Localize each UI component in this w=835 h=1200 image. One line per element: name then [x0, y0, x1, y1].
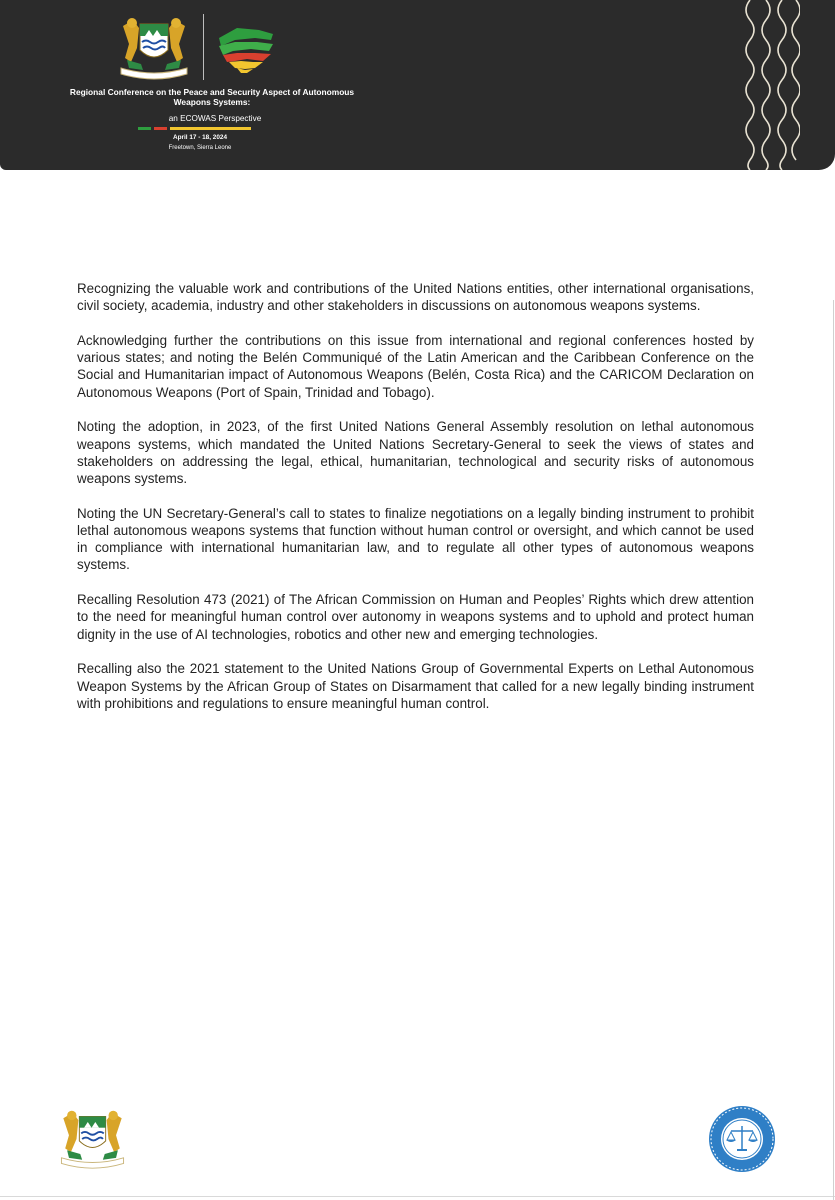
page-bottom-edge — [0, 1196, 835, 1197]
sierra-leone-coat-of-arms-icon — [115, 14, 193, 82]
header-banner — [0, 0, 835, 170]
paragraph-noting-call: Noting the UN Secretary-General’s call to states to finalize negotiations on a legally binding instrument to prohibit lethal autonomous weapons systems that function without human control or oversight, and which cannot be used in compliance with international humanitarian law, and to regulate all other types of autonomous weapons systems. — [77, 505, 754, 573]
conference-title: Regional Conference on the Peace and Security Aspect of Autonomous Weapons Systems: — [69, 87, 355, 107]
paragraph-acknowledging: Acknowledging further the contributions on this issue from international and regional conferences hosted by various states; and noting the Belén Communiqué of the Latin American and the Caribbean Conference on the Social and Humanitarian impact of Autonomous Weapons (Belén, Costa Rica) and the CARICOM Declaration on Autonomous Weapons (Port of Spain, Trinidad and Tobago). — [77, 333, 754, 400]
yellow-accent-bar — [170, 127, 251, 130]
paragraph-recalling-resolution: Recalling Resolution 473 (2021) of The African Commission on Human and Peoples’ Rights which drew attention to the need for meaningful human control over autonomy in weapons systems and to uphold and protect human dignity in the use of AI technologies, robotics and other new and emerging technologies. — [77, 592, 754, 642]
ecowas-map-logo-icon — [215, 24, 275, 74]
red-accent-bar — [154, 127, 167, 130]
document-body — [77, 280, 754, 730]
conference-subtitle: an ECOWAS Perspective — [168, 114, 262, 123]
paragraph-noting-adoption: Noting the adoption, in 2023, of the first United Nations General Assembly resolution on lethal autonomous weapons systems, which mandated the United Nations Secretary-General to seek the views of states and stakeholders on addressing the legal, ethical, humanitarian, technological and security risks of autonomous weapons systems. — [77, 419, 754, 487]
sierra-leone-coat-of-arms-icon — [55, 1107, 130, 1171]
conference-date: April 17 - 18, 2024 — [173, 134, 227, 141]
page-right-edge — [833, 300, 834, 1200]
paragraph-recognizing: Recognizing the valuable work and contributions of the United Nations entities, other international organisations, civil society, academia, industry and other stakeholders in discussions on autonomous weapons systems. — [77, 281, 754, 314]
accountability-rule-of-law-seal-icon — [707, 1104, 777, 1174]
green-accent-bar — [138, 127, 151, 130]
decorative-pattern-icon — [740, 0, 800, 170]
paragraph-recalling-statement: Recalling also the 2021 statement to the United Nations Group of Governmental Experts on Lethal Autonomous Weapon Systems by the African Group of States on Disarmament that called for a new legally binding instrument with prohibitions and regulations to ensure meaningful human control. — [77, 661, 754, 711]
header-divider — [203, 14, 204, 80]
conference-location: Freetown, Sierra Leone — [168, 145, 232, 151]
